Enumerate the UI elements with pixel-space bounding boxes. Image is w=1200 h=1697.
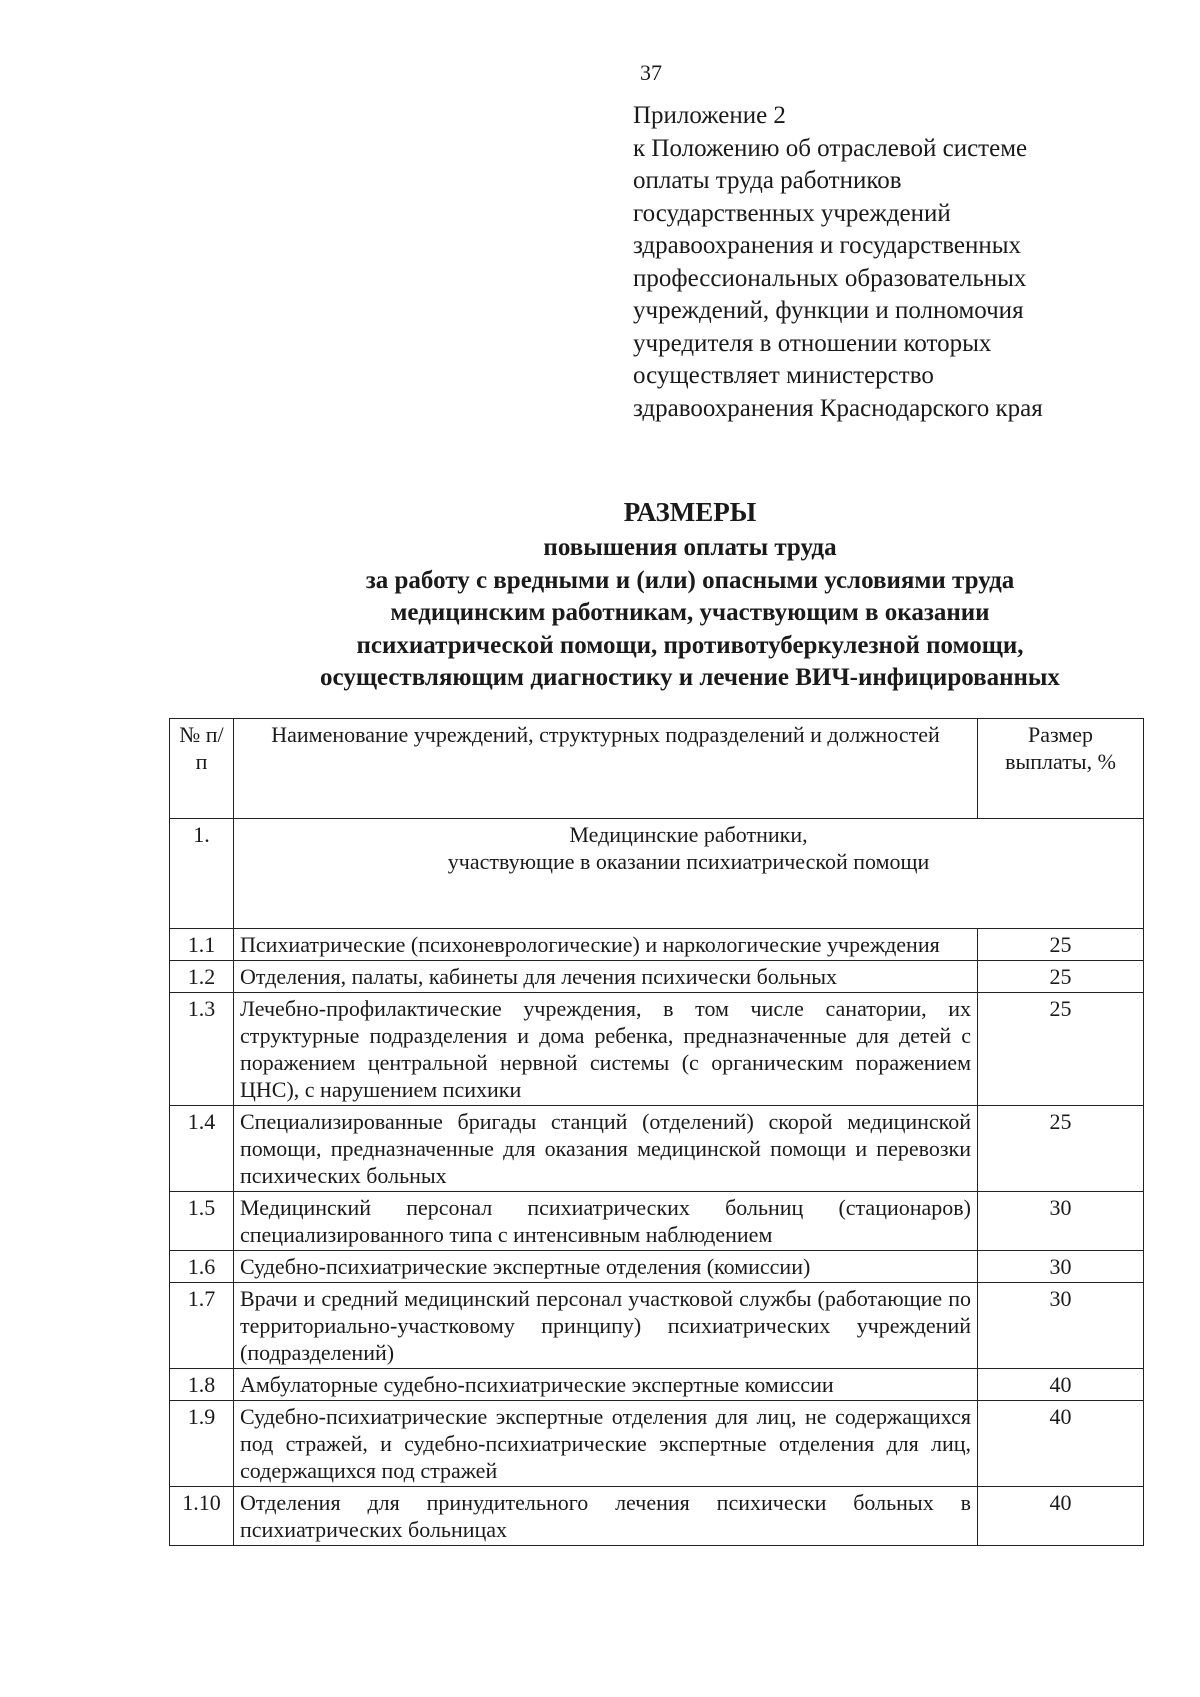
row-rate: 25 [978, 929, 1144, 961]
table-row [170, 961, 1144, 993]
row-number: 1.10 [170, 1487, 234, 1546]
row-name: Психиатрические (психоневрологические) и наркологические учреждения [234, 929, 978, 961]
appendix-line: здравоохранения Краснодарского края [633, 394, 1043, 422]
appendix-line: государственных учреждений [633, 199, 951, 227]
title-subtitle-line: осуществляющим диагностику и лечение ВИЧ-инфицированных [320, 664, 1060, 691]
appendix-line: учреждений, функции и полномочия [633, 297, 1024, 324]
header-rate: Размер выплаты, % [978, 719, 1144, 819]
row-rate: 25 [978, 961, 1144, 993]
row-number: 1.1 [170, 929, 234, 961]
row-number: 1.6 [170, 1251, 234, 1283]
appendix-line: профессиональных образовательных [633, 264, 1027, 292]
appendix-line: оплаты труда работников [633, 167, 902, 194]
row-number: 1.7 [170, 1283, 234, 1369]
row-rate: 40 [978, 1487, 1144, 1546]
row-name: Лечебно-профилактические учреждения, в том числе санатории, их структурные подразделения и дома ребенка, предназначенные для детей с поражением центральной нервной системы (с органическим поражением ЦНС), с нарушением психики [234, 993, 978, 1106]
document-title [170, 492, 1200, 695]
table-row [170, 1487, 1144, 1546]
row-rate: 25 [978, 1106, 1144, 1192]
row-rate: 30 [978, 1192, 1144, 1251]
table-row [170, 1251, 1144, 1283]
table-row [170, 1401, 1144, 1487]
row-number: 1.4 [170, 1106, 234, 1192]
header-name: Наименование учреждений, структурных подразделений и должностей [234, 719, 978, 819]
table-row [170, 1106, 1144, 1192]
appendix-line: к Положению об отраслевой системе [633, 134, 1028, 162]
row-number: 1.9 [170, 1401, 234, 1487]
section-row [170, 819, 1144, 929]
row-rate: 30 [978, 1251, 1144, 1283]
row-name: Отделения для принудительного лечения психически больных в психиатрических больницах [234, 1487, 978, 1546]
table-row [170, 1192, 1144, 1251]
table-row [170, 1283, 1144, 1369]
row-number: 1.3 [170, 993, 234, 1106]
row-number: 1.5 [170, 1192, 234, 1251]
table-header-row [170, 719, 1144, 819]
row-rate: 40 [978, 1369, 1144, 1401]
row-name: Амбулаторные судебно-психиатрические экспертные комиссии [234, 1369, 978, 1401]
title-main: РАЗМЕРЫ [623, 497, 757, 527]
title-subtitle-line: повышения оплаты труда [543, 534, 837, 561]
appendix-line: здравоохранения и государственных [633, 232, 1022, 259]
row-name: Судебно-психиатрические экспертные отделения для лиц, не содержащихся под стражей, и судебно-психиатрические экспертные отделения для лиц, содержащихся под стражей [234, 1401, 978, 1487]
rates-table [169, 718, 1144, 1546]
section-number: 1. [170, 819, 234, 929]
title-subtitle-line: психиатрической помощи, противотуберкулезной помощи, [356, 631, 1024, 659]
row-name: Врачи и средний медицинский персонал участковой службы (работающие по территориально-участковому принципу) психиатрических учреждений (подразделений) [234, 1283, 978, 1369]
row-number: 1.2 [170, 961, 234, 993]
appendix-note [633, 100, 1153, 425]
row-name: Специализированные бригады станций (отделений) скорой медицинской помощи, предназначенные для оказания медицинской помощи и перевозки психических больных [234, 1106, 978, 1192]
row-rate: 40 [978, 1401, 1144, 1487]
appendix-line: осуществляет министерство [633, 362, 934, 389]
table-row [170, 1369, 1144, 1401]
title-subtitle-line: за работу с вредными и (или) опасными условиями труда [365, 566, 1015, 594]
appendix-line: учредителя в отношении которых [633, 329, 992, 357]
section-title [234, 819, 1144, 929]
appendix-line: Приложение 2 [633, 102, 786, 129]
row-name: Отделения, палаты, кабинеты для лечения психически больных [234, 961, 978, 993]
title-subtitle-line: медицинским работникам, участвующим в оказании [390, 599, 990, 626]
table-row [170, 993, 1144, 1106]
row-number: 1.8 [170, 1369, 234, 1401]
section-title-line: участвующие в оказании психиатрической помощи [447, 849, 930, 874]
page-number: 37 [640, 60, 662, 85]
row-name: Судебно-психиатрические экспертные отделения (комиссии) [234, 1251, 978, 1283]
section-title-line: Медицинские работники, [569, 822, 808, 847]
row-rate: 30 [978, 1283, 1144, 1369]
header-number: № п/п [170, 719, 234, 819]
row-rate: 25 [978, 993, 1144, 1106]
table-row [170, 929, 1144, 961]
row-name: Медицинский персонал психиатрических больниц (стационаров) специализированного типа с интенсивным наблюдением [234, 1192, 978, 1251]
